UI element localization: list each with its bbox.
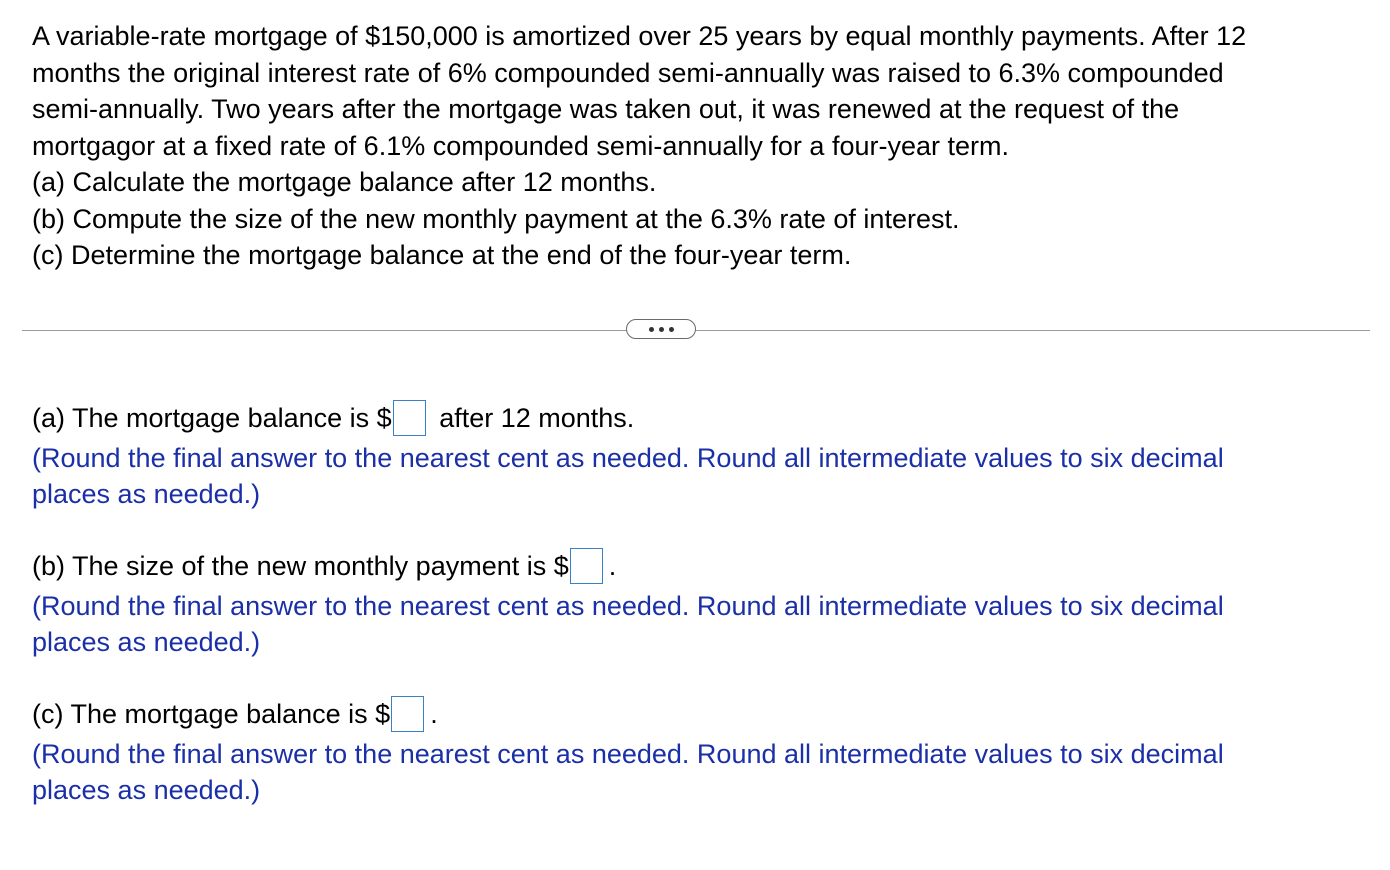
answer-c-suffix: . [430,698,438,729]
answer-c-hint [32,736,1352,808]
expand-more-button[interactable] [626,319,696,339]
hint-line: places as needed.) [32,627,261,657]
answer-line-b [32,546,1352,586]
section-divider [22,318,1370,342]
ellipsis-icon [669,327,674,332]
answer-b-input[interactable] [570,548,603,584]
answer-block-c [32,694,1352,808]
answer-c-prefix: (c) The mortgage balance is $ [32,698,391,729]
answer-a-hint [32,440,1352,512]
hint-line: places as needed.) [32,479,261,509]
answer-a-suffix: after 12 months. [431,402,635,433]
question-line: months the original interest rate of 6% compounded semi-annually was raised to 6.3% compounded [32,57,1224,88]
divider-line [22,330,1370,331]
question-part-b: (b) Compute the size of the new monthly payment at the 6.3% rate of interest. [32,203,960,234]
answer-c-input[interactable] [391,696,424,732]
question-part-c: (c) Determine the mortgage balance at the end of the four-year term. [32,240,852,270]
question-line: A variable-rate mortgage of $150,000 is amortized over 25 years by equal monthly payments. After 12 [32,21,1247,51]
answer-b-prefix: (b) The size of the new monthly payment is $ [32,550,569,581]
answer-b-hint [32,588,1352,660]
hint-line: (Round the final answer to the nearest cent as needed. Round all intermediate values to six decimal [32,739,1224,769]
question-part-a: (a) Calculate the mortgage balance after 12 months. [32,167,657,197]
question-text [32,18,1352,274]
ellipsis-icon [659,327,664,332]
hint-line: (Round the final answer to the nearest cent as needed. Round all intermediate values to six decimal [32,443,1224,473]
answer-a-prefix: (a) The mortgage balance is $ [32,402,392,433]
answer-line-a [32,398,1352,438]
hint-line: (Round the final answer to the nearest cent as needed. Round all intermediate values to six decimal [32,591,1224,621]
answer-a-input[interactable] [393,400,426,436]
answer-b-suffix: . [608,550,617,581]
ellipsis-icon [649,327,654,332]
answer-block-b [32,546,1352,660]
question-line: mortgagor at a fixed rate of 6.1% compounded semi-annually for a four-year term. [32,130,1009,161]
hint-line: places as needed.) [32,775,261,805]
answer-line-c [32,694,1352,734]
answer-block-a [32,398,1352,512]
question-line: semi-annually. Two years after the mortgage was taken out, it was renewed at the request of the [32,94,1180,124]
